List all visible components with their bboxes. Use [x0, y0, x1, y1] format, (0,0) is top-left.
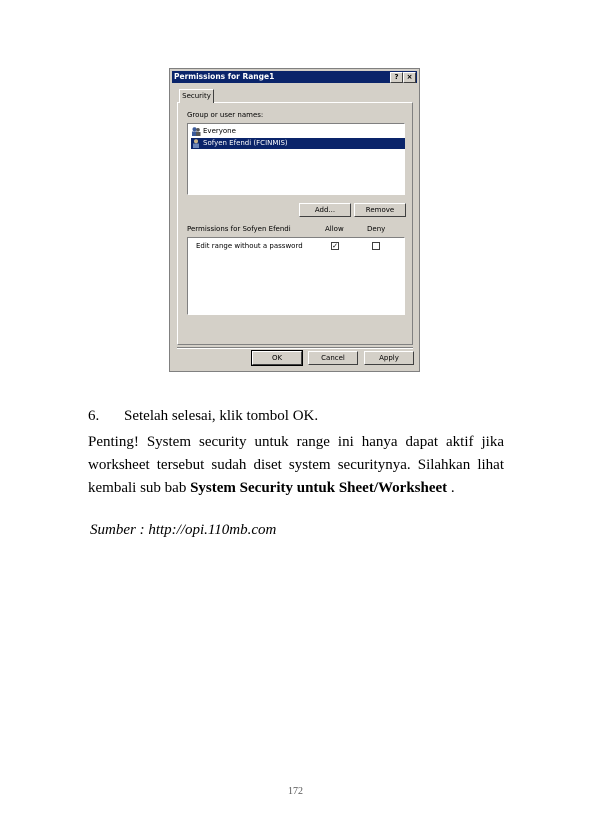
security-tab-panel: [177, 102, 413, 345]
dialog-separator: [177, 347, 413, 349]
close-button[interactable]: ×: [403, 72, 416, 83]
permissions-dialog: [169, 68, 420, 372]
page-number: 172: [288, 786, 303, 797]
apply-button[interactable]: Apply: [364, 351, 414, 365]
ok-button[interactable]: OK: [252, 351, 302, 365]
note-paragraph: [88, 431, 504, 500]
allow-checkbox[interactable]: ✓: [332, 242, 338, 250]
source-citation: Sumber : http://opi.110mb.com: [90, 522, 277, 538]
dialog-title: Permissions for Range1: [174, 72, 275, 81]
list-item-everyone[interactable]: [191, 126, 236, 137]
remove-button[interactable]: Remove: [354, 203, 406, 217]
tab-security[interactable]: Security: [179, 89, 214, 103]
step-6: [88, 408, 318, 425]
list-item-sofyen-efendi[interactable]: [191, 138, 405, 149]
add-button[interactable]: Add...: [299, 203, 351, 217]
note-end: .: [447, 480, 455, 496]
step-text: Setelah selesai, klik tombol OK.: [124, 408, 319, 424]
users-group-icon: [191, 127, 201, 136]
users-listbox[interactable]: [187, 123, 405, 195]
help-button[interactable]: ?: [390, 72, 403, 83]
note-reference: System Security untuk Sheet/Worksheet: [190, 480, 448, 496]
group-user-names-label: Group or user names:: [187, 111, 264, 119]
permission-row-label: Edit range without a password: [196, 242, 303, 250]
permissions-for-label: Permissions for Sofyen Efendi: [187, 225, 291, 233]
deny-checkbox[interactable]: [372, 242, 380, 250]
permissions-listbox: [187, 237, 405, 315]
deny-column-header: Deny: [367, 225, 386, 233]
user-icon: [191, 139, 201, 148]
allow-column-header: Allow: [325, 225, 344, 233]
cancel-button[interactable]: Cancel: [308, 351, 358, 365]
user-name: Everyone: [203, 127, 236, 135]
step-number: 6.: [88, 408, 100, 424]
user-name: Sofyen Efendi (FCINMIS): [203, 139, 288, 147]
dialog-titlebar: [172, 71, 417, 83]
note-text: Penting! System security untuk range ini hanya dapat aktif jika worksheet tersebut sudah diset system securitynya. Silahkan lihat kembali sub bab: [88, 434, 504, 496]
